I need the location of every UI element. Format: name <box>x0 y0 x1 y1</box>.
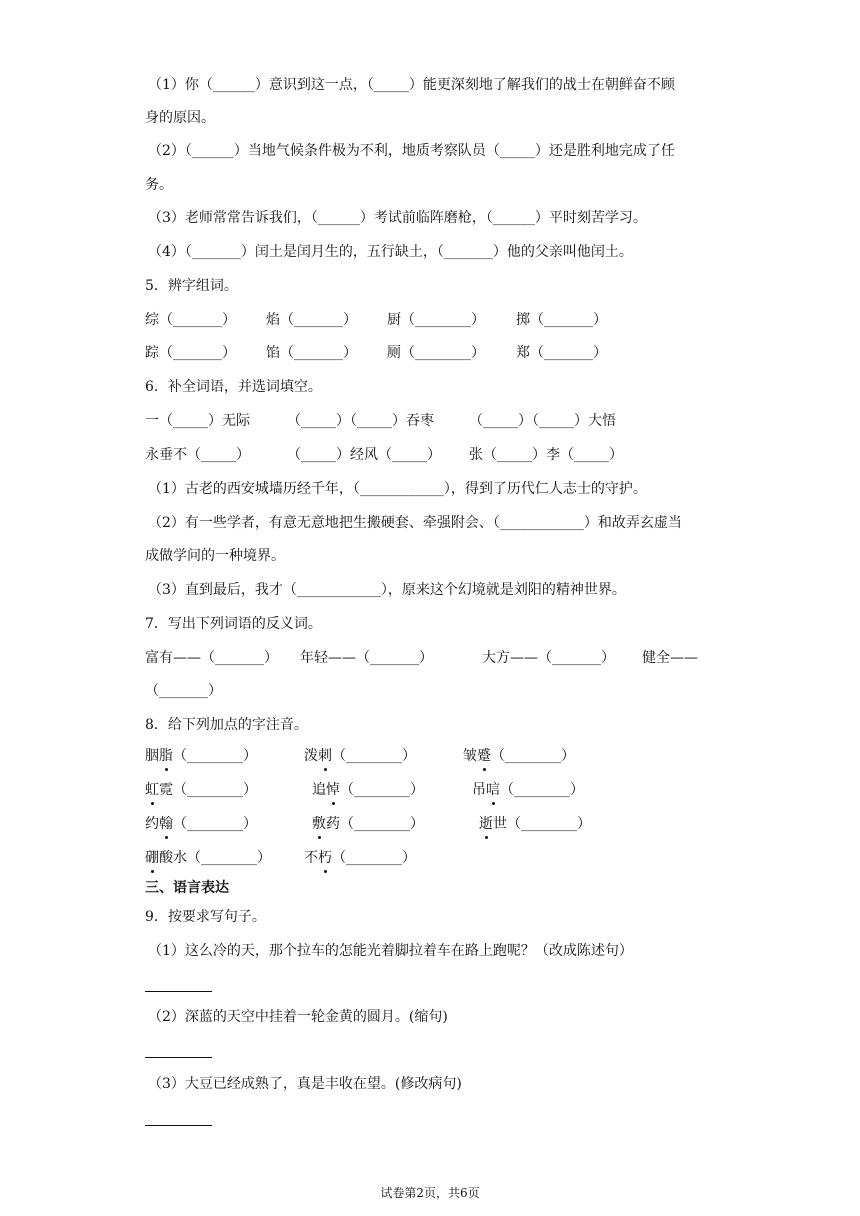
q7-item: 健全—— <box>642 650 698 666</box>
q5-word: 焰（_______） <box>266 312 357 328</box>
q6-idiom: （_____）（_____）大悟 <box>469 413 616 429</box>
q4-item-2-line-1: （2）（______）当地气候条件极为不利，地质考察队员（_____）还是胜利地完成了任 <box>148 143 675 159</box>
q8-title: 8．给下列加点的字注音。 <box>145 717 308 733</box>
q6-sentence-2-line-2: 成做学问的一种境界。 <box>145 548 285 564</box>
q9-sentence-3: （3）大豆已经成熟了，真是丰收在望。(修改病句) <box>148 1076 462 1092</box>
q9-title: 9．按要求写句子。 <box>145 909 266 925</box>
q6-idiom: 张（_____）李（_____） <box>469 447 623 463</box>
q4-item-1-line-1: （1）你（______）意识到这一点，（_____）能更深刻地了解我们的战士在朝鲜奋不顾 <box>148 77 675 93</box>
q5-word: 综（_______） <box>145 312 236 328</box>
q7-item: 大方——（_______） <box>482 650 615 666</box>
q5-title: 5．辨字组词。 <box>145 278 238 294</box>
q8-word: 吊唁（________） <box>472 782 584 798</box>
q8-word: 敷药（________） <box>312 816 424 832</box>
q8-word: 胭脂（________） <box>145 748 257 764</box>
q8-word: 虹霓（________） <box>145 782 257 798</box>
q5-word: 郑（_______） <box>516 345 607 361</box>
q8-word: 泼刺（________） <box>304 748 416 764</box>
q4-item-3: （3）老师常常告诉我们，（______）考试前临阵磨枪，（______）平时刻苦学习。 <box>148 210 647 226</box>
q8-word: 逝世（________） <box>479 816 591 832</box>
q7-item: 富有——（_______） <box>145 650 278 666</box>
q6-title: 6．补全词语，并选词填空。 <box>145 379 322 395</box>
q6-idiom: 一（_____）无际 <box>145 413 250 429</box>
q9-answer-line-1[interactable] <box>145 991 212 992</box>
q7-item-continued: （_______） <box>145 683 222 699</box>
q7-title: 7．写出下列词语的反义词。 <box>145 616 322 632</box>
q5-word: 踪（_______） <box>145 345 236 361</box>
q4-item-4: （4）（_______）闰土是闰月生的，五行缺土，（_______）他的父亲叫他闰土。 <box>148 244 633 260</box>
q6-sentence-1: （1）古老的西安城墙历经千年，（____________），得到了历代仁人志士的守护。 <box>148 481 647 497</box>
q6-sentence-3: （3）直到最后，我才（____________），原来这个幻境就是刘阳的精神世界。 <box>148 582 626 598</box>
q9-sentence-2: （2）深蓝的天空中挂着一轮金黄的圆月。(缩句) <box>148 1009 448 1025</box>
q8-word: 约翰（________） <box>145 816 257 832</box>
page-footer: 试卷第2页，共6页 <box>380 1186 480 1200</box>
q6-idiom: （_____）经风（_____） <box>287 447 441 463</box>
q6-idiom: 永垂不（_____） <box>145 447 250 463</box>
q8-word: 硼酸水（________） <box>145 850 271 866</box>
section-3-heading: 三、语言表达 <box>145 880 229 896</box>
q5-word: 馅（_______） <box>266 345 357 361</box>
q4-item-1-line-2: 身的原因。 <box>145 110 215 126</box>
q5-word: 厕（________） <box>387 345 485 361</box>
q5-word: 厨（________） <box>387 312 485 328</box>
q8-word: 不朽（________） <box>304 850 416 866</box>
q5-word: 掷（_______） <box>516 312 607 328</box>
q7-item: 年轻——（_______） <box>300 650 433 666</box>
q9-answer-line-3[interactable] <box>145 1125 212 1126</box>
q8-word: 追悼（________） <box>312 782 424 798</box>
q8-word: 皱蹙（________） <box>463 748 575 764</box>
q9-answer-line-2[interactable] <box>145 1057 212 1058</box>
q6-sentence-2-line-1: （2）有一些学者，有意无意地把生搬硬套、牵强附会、（____________）和故弄玄虚当 <box>148 515 682 531</box>
q9-sentence-1: （1）这么冷的天，那个拉车的怎能光着脚拉着车在路上跑呢？（改成陈述句） <box>148 943 633 959</box>
q4-item-2-line-2: 务。 <box>145 177 173 193</box>
q6-idiom: （_____）（_____）吞枣 <box>287 413 434 429</box>
